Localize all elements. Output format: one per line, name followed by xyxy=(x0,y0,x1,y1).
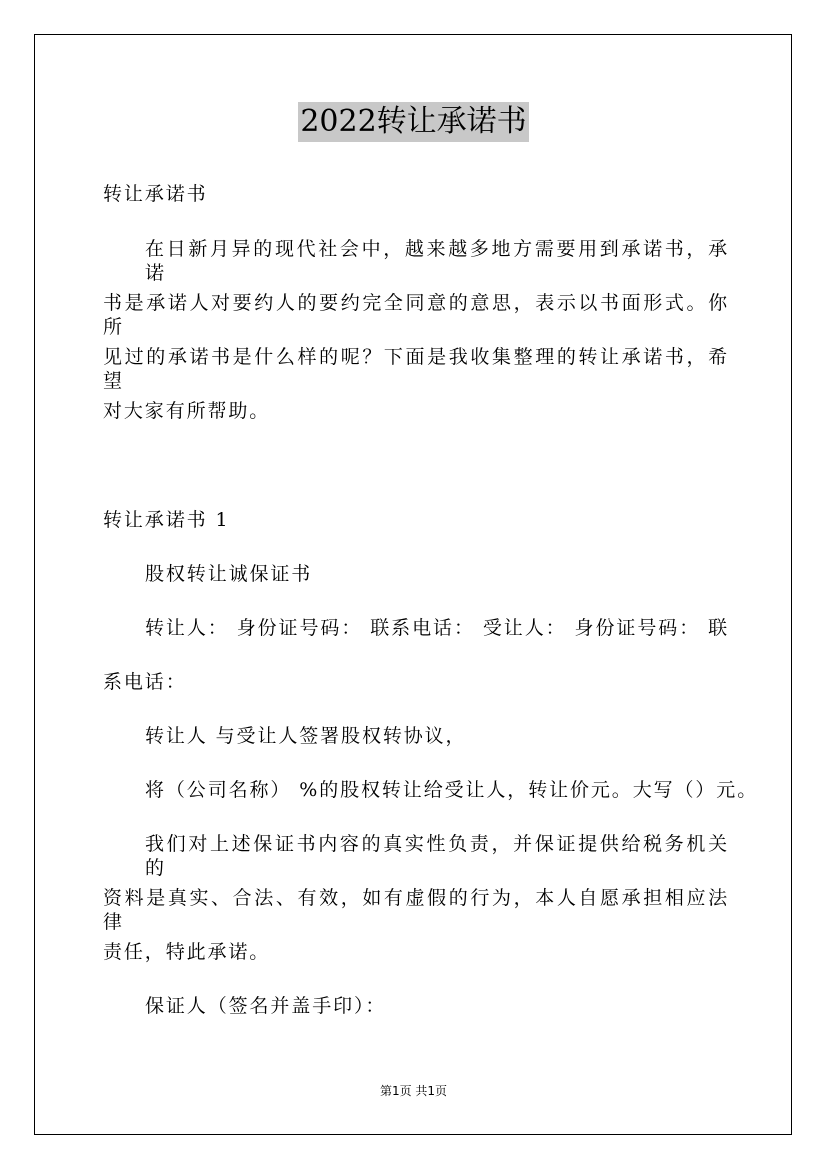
paragraph-line: 资料是真实、合法、有效，如有虚假的行为，本人自愿承担相应法律 xyxy=(103,887,729,933)
section-heading: 转让承诺书 xyxy=(103,183,208,205)
paragraph-line: 转让人： 身份证号码： 联系电话： 受让人： 身份证号码： 联 xyxy=(145,617,729,639)
subheading: 股权转让诚保证书 xyxy=(145,563,313,585)
paragraph-line: 将（公司名称） %的股权转让给受让人，转让价元。大写（）元。 xyxy=(145,779,759,801)
paragraph-line: 见过的承诺书是什么样的呢？下面是我收集整理的转让承诺书，希望 xyxy=(103,346,729,392)
page-footer: 第1页 共1页 xyxy=(379,1084,448,1098)
paragraph-line: 保证人（签名并盖手印）： xyxy=(145,995,387,1017)
paragraph-line: 系电话： xyxy=(103,671,187,693)
document-title: 2022转让承诺书 xyxy=(298,102,528,142)
paragraph-line: 对大家有所帮助。 xyxy=(103,400,271,422)
title-container xyxy=(0,102,827,142)
paragraph-line: 书是承诺人对要约人的要约完全同意的意思，表示以书面形式。你所 xyxy=(103,292,729,338)
section-heading: 转让承诺书 1 xyxy=(103,509,230,531)
paragraph-line: 我们对上述保证书内容的真实性负责，并保证提供给税务机关的 xyxy=(145,833,729,879)
paragraph-line: 转让人 与受让人签署股权转协议， xyxy=(145,725,467,747)
paragraph-line: 责任，特此承诺。 xyxy=(103,941,271,963)
paragraph-line: 在日新月异的现代社会中，越来越多地方需要用到承诺书，承诺 xyxy=(145,238,729,284)
